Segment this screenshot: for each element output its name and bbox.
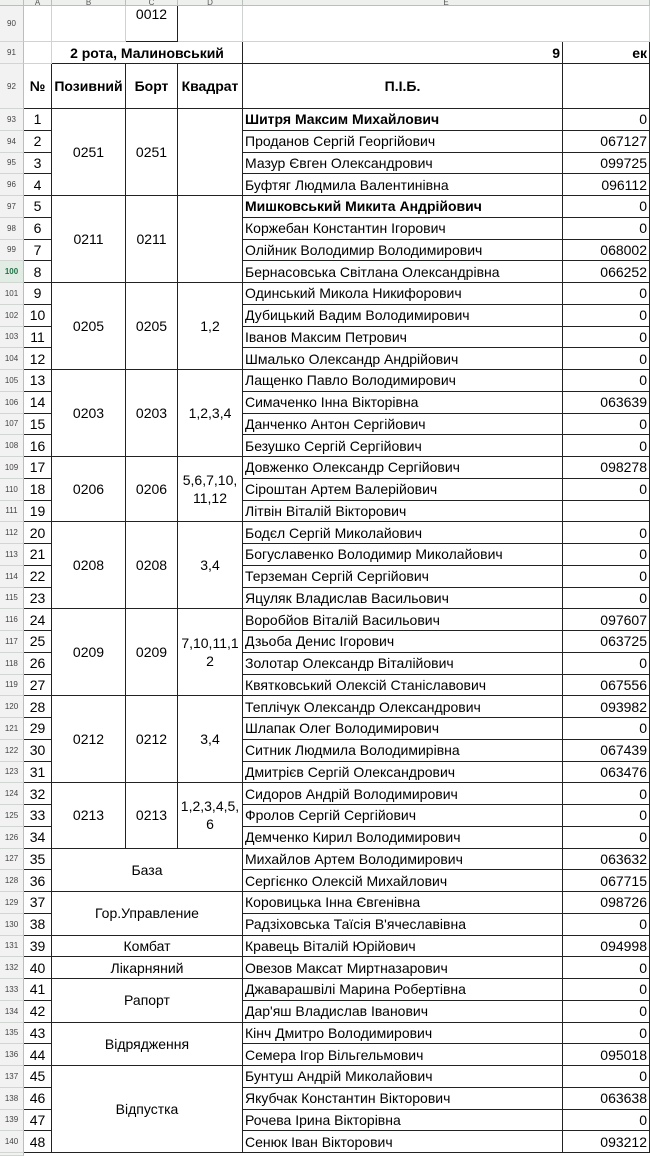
phone-cell[interactable]: 098278 (563, 457, 650, 479)
number-cell[interactable]: 43 (24, 1023, 52, 1045)
phone-cell[interactable]: 063476 (563, 762, 650, 784)
status-label-cell[interactable]: Відрядження (52, 1023, 243, 1067)
number-cell[interactable]: 38 (24, 914, 52, 936)
square-cell[interactable]: 7,10,11,12 (178, 609, 243, 696)
callsign-cell[interactable]: 0203 (52, 370, 126, 457)
section-right-text[interactable]: ек (563, 42, 650, 64)
column-header-d[interactable]: D (178, 0, 243, 6)
row-number[interactable]: 99 (0, 240, 24, 262)
bort-cell[interactable]: 0205 (126, 283, 178, 370)
row-number[interactable]: 112 (0, 522, 24, 544)
status-label-cell[interactable]: Лікарняний (52, 957, 243, 979)
name-cell[interactable]: Яцуляк Владислав Васильович (243, 588, 563, 610)
number-cell[interactable]: 26 (24, 653, 52, 675)
name-cell[interactable]: Золотар Олександр Віталійович (243, 653, 563, 675)
phone-cell[interactable]: 063632 (563, 849, 650, 871)
row-number[interactable]: 126 (0, 827, 24, 849)
header-name[interactable]: П.І.Б. (243, 64, 563, 109)
row-number[interactable]: 117 (0, 631, 24, 653)
phone-cell[interactable]: 0 (563, 827, 650, 849)
square-cell[interactable]: 5,6,7,10,11,12 (178, 457, 243, 522)
phone-cell[interactable]: 0 (563, 1023, 650, 1045)
phone-cell[interactable]: 0 (563, 305, 650, 327)
column-header-e[interactable]: E (243, 0, 650, 6)
phone-cell[interactable]: 067715 (563, 870, 650, 892)
phone-cell[interactable]: 067127 (563, 131, 650, 153)
row-number[interactable]: 96 (0, 174, 24, 196)
phone-cell[interactable]: 0 (563, 957, 650, 979)
phone-cell[interactable]: 0 (563, 479, 650, 501)
name-cell[interactable]: Дар'яш Владислав Іванович (243, 1001, 563, 1023)
name-cell[interactable]: Радзіховська Таїсія В'ячеславівна (243, 914, 563, 936)
square-cell[interactable]: 3,4 (178, 696, 243, 783)
phone-cell[interactable]: 063638 (563, 1088, 650, 1110)
cell[interactable] (178, 6, 243, 42)
name-cell[interactable]: Джаварашвілі Марина Робертівна (243, 979, 563, 1001)
name-cell[interactable]: Шитря Максим Михайлович (243, 109, 563, 131)
row-number[interactable]: 116 (0, 609, 24, 631)
number-cell[interactable]: 1 (24, 109, 52, 131)
row-number[interactable]: 104 (0, 348, 24, 370)
row-number[interactable]: 109 (0, 457, 24, 479)
header-no[interactable]: № (24, 64, 52, 109)
number-cell[interactable]: 18 (24, 479, 52, 501)
number-cell[interactable]: 3 (24, 153, 52, 175)
name-cell[interactable]: Симаченко Інна Вікторівна (243, 392, 563, 414)
bort-cell[interactable]: 0211 (126, 196, 178, 283)
phone-cell[interactable]: 0 (563, 805, 650, 827)
number-cell[interactable]: 9 (24, 283, 52, 305)
number-cell[interactable]: 39 (24, 936, 52, 958)
row-number[interactable]: 90 (0, 6, 24, 42)
name-cell[interactable]: Сидоров Андрій Володимирович (243, 783, 563, 805)
number-cell[interactable]: 14 (24, 392, 52, 414)
number-cell[interactable]: 10 (24, 305, 52, 327)
phone-cell[interactable]: 097607 (563, 609, 650, 631)
column-header-b[interactable]: B (52, 0, 126, 6)
callsign-cell[interactable]: 0205 (52, 283, 126, 370)
row-number[interactable]: 131 (0, 936, 24, 958)
phone-cell[interactable]: 094998 (563, 936, 650, 958)
phone-cell[interactable]: 067556 (563, 675, 650, 697)
name-cell[interactable]: Воробйов Віталій Васильович (243, 609, 563, 631)
callsign-cell[interactable]: 0251 (52, 109, 126, 196)
name-cell[interactable]: Бодєл Сергій Миколайович (243, 522, 563, 544)
column-header-c[interactable]: C (126, 0, 178, 6)
phone-cell[interactable]: 0 (563, 109, 650, 131)
name-cell[interactable]: Безушко Сергій Сергійович (243, 435, 563, 457)
name-cell[interactable]: Семера Ігор Вільгельмович (243, 1044, 563, 1066)
number-cell[interactable]: 37 (24, 892, 52, 914)
phone-cell[interactable]: 0 (563, 283, 650, 305)
number-cell[interactable]: 44 (24, 1044, 52, 1066)
phone-cell[interactable]: 0 (563, 348, 650, 370)
row-number[interactable]: 97 (0, 196, 24, 218)
phone-cell[interactable]: 0 (563, 544, 650, 566)
callsign-cell[interactable]: 0206 (52, 457, 126, 522)
row-number[interactable]: 92 (0, 64, 24, 109)
row-number[interactable]: 125 (0, 805, 24, 827)
name-cell[interactable]: Бунтуш Андрій Миколайович (243, 1066, 563, 1088)
row-number[interactable]: 115 (0, 588, 24, 610)
number-cell[interactable]: 13 (24, 370, 52, 392)
name-cell[interactable]: Літвін Віталій Вікторович (243, 501, 563, 523)
name-cell[interactable]: Сенюк Іван Вікторович (243, 1131, 563, 1153)
number-cell[interactable]: 35 (24, 849, 52, 871)
bort-cell[interactable]: 0206 (126, 457, 178, 522)
name-cell[interactable]: Кінч Дмитро Володимирович (243, 1023, 563, 1045)
name-cell[interactable]: Бернасовська Світлана Олександрівна (243, 261, 563, 283)
name-cell[interactable]: Демченко Кирил Володимирович (243, 827, 563, 849)
callsign-cell[interactable]: 0212 (52, 696, 126, 783)
name-cell[interactable]: Данченко Антон Сергійович (243, 414, 563, 436)
name-cell[interactable]: Ситник Людмила Володимирівна (243, 740, 563, 762)
phone-cell[interactable]: 093982 (563, 696, 650, 718)
phone-cell[interactable]: 068002 (563, 240, 650, 262)
number-cell[interactable]: 40 (24, 957, 52, 979)
row-number[interactable]: 113 (0, 544, 24, 566)
name-cell[interactable]: Довженко Олександр Сергійович (243, 457, 563, 479)
number-cell[interactable]: 25 (24, 631, 52, 653)
phone-cell[interactable]: 093212 (563, 1131, 650, 1153)
name-cell[interactable]: Рочева Ірина Вікторівна (243, 1110, 563, 1132)
row-number[interactable]: 130 (0, 914, 24, 936)
row-number[interactable]: 128 (0, 870, 24, 892)
number-cell[interactable]: 17 (24, 457, 52, 479)
bort-cell[interactable]: 0209 (126, 609, 178, 696)
bort-cell[interactable]: 0212 (126, 696, 178, 783)
number-cell[interactable]: 7 (24, 240, 52, 262)
number-cell[interactable]: 6 (24, 218, 52, 240)
row-number[interactable]: 132 (0, 957, 24, 979)
row-number[interactable]: 139 (0, 1110, 24, 1132)
cell[interactable] (24, 42, 52, 64)
phone-cell[interactable]: 0 (563, 1110, 650, 1132)
number-cell[interactable]: 28 (24, 696, 52, 718)
column-header-a[interactable]: A (24, 0, 52, 6)
name-cell[interactable]: Дмитрієв Сергій Олександрович (243, 762, 563, 784)
name-cell[interactable]: Якубчак Константин Вікторович (243, 1088, 563, 1110)
name-cell[interactable]: Фролов Сергій Сергійович (243, 805, 563, 827)
status-label-cell[interactable]: Гор.Управление (52, 892, 243, 936)
cell[interactable] (24, 6, 52, 42)
header-phone[interactable] (563, 64, 650, 109)
status-label-cell[interactable]: База (52, 849, 243, 893)
name-cell[interactable]: Шлапак Олег Володимирович (243, 718, 563, 740)
phone-cell[interactable]: 067439 (563, 740, 650, 762)
row-number[interactable]: 119 (0, 675, 24, 697)
row-number[interactable]: 110 (0, 479, 24, 501)
number-cell[interactable]: 16 (24, 435, 52, 457)
bort-cell[interactable]: 0251 (126, 109, 178, 196)
square-cell[interactable]: 3,4 (178, 522, 243, 609)
name-cell[interactable]: Проданов Сергій Георгійович (243, 131, 563, 153)
phone-cell[interactable]: 0 (563, 370, 650, 392)
row-number[interactable]: 111 (0, 501, 24, 523)
square-cell[interactable] (178, 109, 243, 196)
name-cell[interactable]: Іванов Максим Петрович (243, 327, 563, 349)
row-number[interactable]: 133 (0, 979, 24, 1001)
section-title[interactable]: 2 рота, Малиновський (52, 42, 243, 64)
row-number[interactable]: 121 (0, 718, 24, 740)
name-cell[interactable]: Терземан Сергій Сергійович (243, 566, 563, 588)
bort-cell[interactable]: 0208 (126, 522, 178, 609)
phone-cell[interactable]: 0 (563, 414, 650, 436)
number-cell[interactable]: 41 (24, 979, 52, 1001)
cell[interactable] (243, 6, 650, 42)
phone-cell[interactable]: 0 (563, 327, 650, 349)
bort-cell[interactable]: 0213 (126, 783, 178, 848)
row-number[interactable]: 134 (0, 1001, 24, 1023)
number-cell[interactable]: 45 (24, 1066, 52, 1088)
name-cell[interactable]: Олійник Володимир Володимирович (243, 240, 563, 262)
phone-cell[interactable]: 066252 (563, 261, 650, 283)
name-cell[interactable]: Михайлов Артем Володимирович (243, 849, 563, 871)
name-cell[interactable]: Одинський Микола Никифорович (243, 283, 563, 305)
callsign-cell[interactable]: 0208 (52, 522, 126, 609)
phone-cell[interactable]: 0 (563, 914, 650, 936)
square-cell[interactable]: 1,2 (178, 283, 243, 370)
phone-cell[interactable]: 0 (563, 718, 650, 740)
number-cell[interactable]: 12 (24, 348, 52, 370)
phone-cell[interactable]: 0 (563, 1001, 650, 1023)
phone-cell[interactable]: 063639 (563, 392, 650, 414)
phone-cell[interactable] (563, 501, 650, 523)
name-cell[interactable]: Коровицька Інна Євгенівна (243, 892, 563, 914)
number-cell[interactable]: 29 (24, 718, 52, 740)
header-callsign[interactable]: Позивний (52, 64, 126, 109)
number-cell[interactable]: 32 (24, 783, 52, 805)
name-cell[interactable]: Дзьоба Денис Ігорович (243, 631, 563, 653)
number-cell[interactable]: 42 (24, 1001, 52, 1023)
row-number[interactable]: 108 (0, 435, 24, 457)
phone-cell[interactable]: 0 (563, 566, 650, 588)
row-number[interactable]: 98 (0, 218, 24, 240)
phone-cell[interactable]: 0 (563, 435, 650, 457)
phone-cell[interactable]: 0 (563, 588, 650, 610)
name-cell[interactable]: Кравець Віталій Юрійович (243, 936, 563, 958)
square-cell[interactable]: 1,2,3,4 (178, 370, 243, 457)
section-count[interactable]: 9 (243, 42, 563, 64)
number-cell[interactable]: 21 (24, 544, 52, 566)
number-cell[interactable]: 15 (24, 414, 52, 436)
row-number[interactable]: 122 (0, 740, 24, 762)
number-cell[interactable]: 48 (24, 1131, 52, 1153)
phone-cell[interactable]: 0 (563, 218, 650, 240)
row-number[interactable]: 101 (0, 283, 24, 305)
row-number[interactable]: 105 (0, 370, 24, 392)
row-number[interactable]: 107 (0, 414, 24, 436)
row-number[interactable]: 124 (0, 783, 24, 805)
number-cell[interactable]: 8 (24, 261, 52, 283)
status-label-cell[interactable]: Комбат (52, 936, 243, 958)
row-number[interactable]: 103 (0, 327, 24, 349)
row-number[interactable]: 94 (0, 131, 24, 153)
number-cell[interactable]: 36 (24, 870, 52, 892)
number-cell[interactable]: 24 (24, 609, 52, 631)
status-label-cell[interactable]: Рапорт (52, 979, 243, 1023)
row-number[interactable]: 100 (0, 261, 24, 283)
number-cell[interactable]: 47 (24, 1110, 52, 1132)
row-number[interactable]: 120 (0, 696, 24, 718)
bort-cell[interactable]: 0203 (126, 370, 178, 457)
name-cell[interactable]: Сіроштан Артем Валерійович (243, 479, 563, 501)
phone-cell[interactable]: 0 (563, 979, 650, 1001)
name-cell[interactable]: Квятковський Олексій Станіславович (243, 675, 563, 697)
phone-cell[interactable]: 099725 (563, 153, 650, 175)
phone-cell[interactable]: 0 (563, 1066, 650, 1088)
number-cell[interactable]: 30 (24, 740, 52, 762)
row-number[interactable]: 93 (0, 109, 24, 131)
number-cell[interactable]: 5 (24, 196, 52, 218)
row-number[interactable]: 127 (0, 849, 24, 871)
status-label-cell[interactable]: Відпустка (52, 1066, 243, 1153)
row-number[interactable]: 95 (0, 153, 24, 175)
number-cell[interactable]: 33 (24, 805, 52, 827)
row-number[interactable]: 106 (0, 392, 24, 414)
number-cell[interactable]: 34 (24, 827, 52, 849)
phone-cell[interactable]: 0 (563, 196, 650, 218)
row-number[interactable]: 102 (0, 305, 24, 327)
number-cell[interactable]: 2 (24, 131, 52, 153)
row-number[interactable]: 137 (0, 1066, 24, 1088)
number-cell[interactable]: 4 (24, 174, 52, 196)
number-cell[interactable]: 22 (24, 566, 52, 588)
phone-cell[interactable]: 063725 (563, 631, 650, 653)
phone-cell[interactable]: 096112 (563, 174, 650, 196)
header-bort[interactable]: Борт (126, 64, 178, 109)
name-cell[interactable]: Овезов Максат Миртназарович (243, 957, 563, 979)
name-cell[interactable]: Мишковський Микита Андрійович (243, 196, 563, 218)
square-cell[interactable] (178, 196, 243, 283)
row-number[interactable]: 140 (0, 1131, 24, 1153)
number-cell[interactable]: 23 (24, 588, 52, 610)
phone-cell[interactable]: 095018 (563, 1044, 650, 1066)
name-cell[interactable]: Шмалько Олександр Андрійович (243, 348, 563, 370)
name-cell[interactable]: Буфтяг Людмила Валентинівна (243, 174, 563, 196)
name-cell[interactable]: Теплічук Олександр Олександрович (243, 696, 563, 718)
name-cell[interactable]: Мазур Євген Олександрович (243, 153, 563, 175)
square-cell[interactable]: 1,2,3,4,5,6 (178, 783, 243, 848)
row-number[interactable]: 123 (0, 762, 24, 784)
callsign-cell[interactable]: 0211 (52, 196, 126, 283)
name-cell[interactable]: Богуславенко Володимир Миколайович (243, 544, 563, 566)
row-number[interactable]: 129 (0, 892, 24, 914)
row-number[interactable]: 136 (0, 1044, 24, 1066)
number-cell[interactable]: 46 (24, 1088, 52, 1110)
number-cell[interactable]: 27 (24, 675, 52, 697)
row-number[interactable]: 135 (0, 1023, 24, 1045)
header-square[interactable]: Квадрат (178, 64, 243, 109)
phone-cell[interactable]: 0 (563, 522, 650, 544)
number-cell[interactable]: 19 (24, 501, 52, 523)
name-cell[interactable]: Коржебан Константин Ігорович (243, 218, 563, 240)
number-cell[interactable]: 31 (24, 762, 52, 784)
number-cell[interactable]: 11 (24, 327, 52, 349)
phone-cell[interactable]: 0 (563, 783, 650, 805)
row-number[interactable]: 118 (0, 653, 24, 675)
bort-cell[interactable]: 0012 (126, 6, 178, 42)
row-number[interactable]: 114 (0, 566, 24, 588)
name-cell[interactable]: Лащенко Павло Володимирович (243, 370, 563, 392)
row-number[interactable]: 138 (0, 1088, 24, 1110)
name-cell[interactable]: Сергієнко Олексій Михайлович (243, 870, 563, 892)
phone-cell[interactable]: 098726 (563, 892, 650, 914)
callsign-cell[interactable]: 0209 (52, 609, 126, 696)
number-cell[interactable]: 20 (24, 522, 52, 544)
row-number[interactable]: 91 (0, 42, 24, 64)
cell[interactable] (52, 6, 126, 42)
phone-cell[interactable]: 0 (563, 653, 650, 675)
name-cell[interactable]: Дубицький Вадим Володимирович (243, 305, 563, 327)
callsign-cell[interactable]: 0213 (52, 783, 126, 848)
